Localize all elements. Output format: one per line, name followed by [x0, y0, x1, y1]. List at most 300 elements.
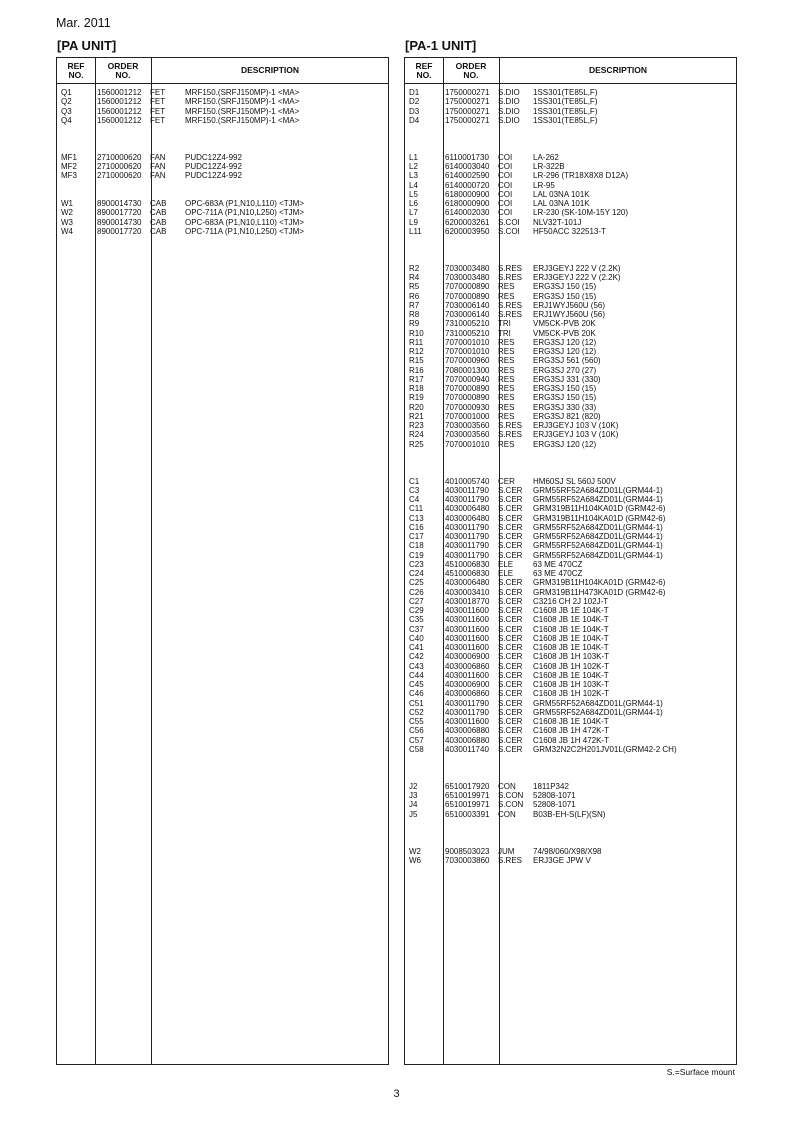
part-type-cell: COI	[498, 152, 513, 162]
order-no-cell: 7080001300	[445, 365, 490, 375]
table-row	[405, 736, 736, 745]
description-cell: C3216 CH 2J 102J-T	[533, 596, 609, 606]
table-row	[405, 615, 736, 624]
table-row	[57, 208, 388, 217]
date-label: Mar. 2011	[56, 16, 111, 30]
description-cell: C1608 JB 1E 104K-T	[533, 643, 609, 652]
table-row	[405, 301, 736, 310]
ref-no-cell: R15	[409, 356, 424, 366]
order-no-cell: 7070001010	[445, 347, 490, 356]
description-cell: OPC-711A (P1,N10,L250) <TJM>	[185, 226, 305, 236]
description-cell: LR-296 (TR18X8X8 D12A)	[533, 171, 629, 181]
order-no-cell: 6180000900	[445, 189, 490, 199]
order-no-cell: 8900017720	[97, 226, 142, 236]
part-type-cell: S.CER	[498, 735, 523, 745]
ref-no-cell: R7	[409, 300, 420, 310]
ref-no-cell: Q4	[61, 115, 72, 125]
order-no-cell: 1750000271	[445, 88, 490, 97]
order-no-cell: 7310005210	[445, 319, 490, 329]
description-cell: GRM55RF52A684ZD01L(GRM44-1)	[533, 707, 663, 717]
part-type-cell: RES	[498, 337, 515, 347]
table-row	[57, 162, 388, 171]
part-type-cell: S.CER	[498, 504, 523, 514]
table-row	[57, 199, 388, 208]
order-no-cell: 4030011600	[445, 624, 489, 634]
ref-no-cell: R2	[409, 263, 420, 273]
order-no-cell: 8900017720	[97, 208, 142, 218]
table-row	[405, 569, 736, 578]
description-cell: GRM319B11H473KA01D (GRM42-6)	[533, 587, 666, 597]
pa-1-unit-table	[404, 57, 737, 1065]
description-cell: ERJ3GEYJ 222 V (2.2K)	[533, 273, 621, 282]
ref-no-cell: C44	[409, 670, 424, 680]
part-type-cell: CER	[498, 476, 515, 486]
table-row	[405, 440, 736, 449]
order-no-cell: 8900014730	[97, 217, 142, 227]
table-row	[405, 726, 736, 735]
table-row	[405, 495, 736, 504]
description-cell: HF50ACC 322513-T	[533, 226, 606, 236]
part-type-cell: S.CON	[498, 791, 524, 800]
description-cell: GRM55RF52A684ZD01L(GRM44-1)	[533, 541, 663, 551]
part-type-cell: TRI	[498, 328, 511, 338]
ref-no-cell: MF1	[61, 152, 77, 162]
part-type-cell: FET	[150, 97, 166, 107]
table-row	[405, 551, 736, 560]
ref-no-cell: R16	[409, 365, 424, 375]
ref-no-cell: R18	[409, 384, 424, 393]
table-row	[405, 634, 736, 643]
description-cell: ERJ3GEYJ 222 V (2.2K)	[533, 263, 621, 273]
ref-no-cell: R24	[409, 430, 424, 440]
description-cell: GRM55RF52A684ZD01L(GRM44-1)	[533, 698, 663, 708]
ref-no-cell: Q2	[61, 97, 72, 107]
order-no-cell: 4030011790	[445, 532, 489, 541]
ref-no-cell: C57	[409, 735, 424, 745]
part-type-cell: S.RES	[498, 273, 523, 282]
order-no-cell: 6140000720	[445, 180, 490, 190]
description-cell: PUDC12Z4-992	[185, 162, 242, 171]
description-cell: HM60SJ SL 560J 500V	[533, 476, 616, 486]
ref-no-cell: C17	[409, 532, 424, 541]
description-cell: PUDC12Z4-992	[185, 171, 242, 181]
part-type-cell: S.CER	[498, 485, 523, 495]
ref-no-cell: R25	[409, 439, 424, 449]
ref-no-cell: W6	[409, 855, 421, 865]
ref-no-cell: C41	[409, 643, 424, 652]
table-row	[405, 477, 736, 486]
ref-no-cell: C55	[409, 717, 424, 726]
table-header	[405, 58, 736, 84]
order-no-cell: 4030006860	[445, 661, 490, 671]
ref-no-cell: J2	[409, 781, 418, 791]
table-row	[405, 218, 736, 227]
order-no-cell: 4030006880	[445, 735, 490, 745]
ref-no-cell: J3	[409, 791, 418, 800]
ref-no-cell: C1	[409, 476, 420, 486]
part-type-cell: S.RES	[498, 430, 523, 440]
part-type-cell: S.CER	[498, 541, 523, 551]
table-row	[405, 97, 736, 106]
description-cell: ERG3SJ 150 (15)	[533, 282, 597, 292]
order-no-cell: 1560001212	[97, 97, 142, 107]
part-type-cell: S.CER	[498, 680, 523, 689]
description-cell: ERG3SJ 150 (15)	[533, 393, 597, 403]
description-cell: 1SS301(TE85L,F)	[533, 88, 598, 97]
description-cell: PUDC12Z4-992	[185, 152, 242, 162]
ref-no-cell: C16	[409, 522, 424, 532]
ref-no-cell: C11	[409, 504, 424, 514]
description-cell: C1608 JB 1H 103K-T	[533, 652, 610, 662]
ref-no-cell: L9	[409, 217, 418, 227]
ref-no-cell: C23	[409, 559, 424, 569]
order-no-header: ORDER NO.	[107, 60, 139, 80]
order-no-cell: 6510003391	[445, 809, 490, 819]
part-type-cell: S.CER	[498, 717, 523, 726]
description-cell: LR-95	[533, 180, 555, 190]
table-row	[405, 662, 736, 671]
part-type-cell: S.CER	[498, 661, 523, 671]
table-row	[57, 227, 388, 236]
order-no-cell: 7070000930	[445, 402, 490, 412]
order-no-cell: 9008503023	[445, 846, 490, 856]
part-type-cell: S.RES	[498, 263, 523, 273]
part-type-cell: S.CER	[498, 615, 523, 625]
page-number: 3	[393, 1088, 400, 1100]
part-type-cell: RES	[498, 439, 515, 449]
table-row	[57, 218, 388, 227]
table-row	[405, 541, 736, 550]
part-type-cell: RES	[498, 365, 515, 375]
table-row	[405, 625, 736, 634]
description-cell: LAL 03NA 101K	[533, 189, 590, 199]
ref-no-cell: R5	[409, 282, 420, 292]
table-row	[57, 171, 388, 180]
description-cell: GRM55RF52A684ZD01L(GRM44-1)	[533, 550, 663, 560]
ref-no-cell: L5	[409, 189, 418, 199]
ref-no-cell: R17	[409, 374, 424, 384]
description-cell: 63 ME 470CZ	[533, 559, 583, 569]
table-row	[405, 264, 736, 273]
table-row	[405, 347, 736, 356]
order-no-cell: 4030006880	[445, 726, 490, 736]
table-row	[405, 643, 736, 652]
part-type-cell: S.CER	[498, 707, 523, 717]
ref-no-cell: R12	[409, 347, 424, 356]
table-row	[405, 699, 736, 708]
table-row	[405, 514, 736, 523]
description-cell: VM5CK-PVB 20K	[533, 319, 596, 329]
part-type-cell: S.CER	[498, 744, 523, 754]
table-row	[405, 597, 736, 606]
ref-no-cell: R6	[409, 291, 420, 301]
part-type-cell: S.COI	[498, 217, 520, 227]
description-cell: C1608 JB 1H 102K-T	[533, 661, 610, 671]
ref-no-cell: MF2	[61, 162, 77, 171]
surface-mount-note: S.=Surface mount	[666, 1067, 735, 1077]
table-row	[405, 190, 736, 199]
order-no-cell: 2710000620	[97, 152, 142, 162]
description-cell: 63 ME 470CZ	[533, 569, 583, 578]
order-no-cell: 7070001000	[445, 411, 490, 421]
table-header	[57, 58, 388, 84]
pa-unit-table	[56, 57, 389, 1065]
table-row	[405, 329, 736, 338]
ref-no-cell: C52	[409, 707, 424, 717]
table-row	[405, 116, 736, 125]
order-no-cell: 2710000620	[97, 171, 142, 181]
description-cell: C1608 JB 1H 103K-T	[533, 680, 610, 689]
ref-no-cell: L3	[409, 171, 418, 181]
part-type-cell: COI	[498, 189, 513, 199]
ref-no-cell: W2	[61, 208, 73, 218]
ref-no-cell: J5	[409, 809, 418, 819]
order-no-cell: 6510017920	[445, 781, 490, 791]
table-row	[405, 366, 736, 375]
description-cell: ERJ1WYJ560U (56)	[533, 310, 606, 319]
ref-no-cell: C4	[409, 495, 420, 504]
part-type-cell: S.DIO	[498, 97, 520, 107]
order-no-cell: 7030003480	[445, 273, 490, 282]
table-row	[405, 153, 736, 162]
description-cell: ERJ1WYJ560U (56)	[533, 300, 606, 310]
table-row	[405, 606, 736, 615]
ref-no-cell: C25	[409, 578, 424, 588]
table-row	[405, 745, 736, 754]
description-cell: C1608 JB 1H 102K-T	[533, 689, 610, 699]
ref-no-cell: W4	[61, 226, 73, 236]
ref-no-cell: D4	[409, 115, 420, 125]
description-cell: ERG3SJ 330 (33)	[533, 402, 597, 412]
part-type-cell: CAB	[150, 208, 167, 218]
part-type-cell: RES	[498, 402, 515, 412]
part-type-cell: S.RES	[498, 421, 523, 430]
order-no-cell: 4030011790	[445, 495, 489, 504]
part-type-cell: COI	[498, 171, 513, 181]
table-row	[405, 403, 736, 412]
ref-no-cell: C18	[409, 541, 424, 551]
order-no-cell: 8900014730	[97, 199, 142, 208]
order-no-cell: 4030011600	[445, 633, 489, 643]
ref-no-cell: C13	[409, 513, 424, 523]
ref-no-cell: D3	[409, 106, 420, 116]
table-row	[405, 810, 736, 819]
ref-no-cell: C26	[409, 587, 424, 597]
description-cell: ERG3SJ 821 (820)	[533, 411, 601, 421]
order-no-header: ORDER NO.	[455, 60, 487, 80]
part-type-cell: FET	[150, 88, 166, 97]
part-type-cell: COI	[498, 162, 513, 171]
ref-no-cell: L6	[409, 199, 418, 208]
part-type-cell: JUM	[498, 846, 515, 856]
ref-no-cell: D1	[409, 88, 420, 97]
ref-no-cell: C35	[409, 615, 424, 625]
description-cell: GRM55RF52A684ZD01L(GRM44-1)	[533, 522, 663, 532]
order-no-cell: 6200003261	[445, 217, 490, 227]
table-row	[405, 652, 736, 661]
part-type-cell: RES	[498, 291, 515, 301]
description-cell: 52808-1071	[533, 791, 576, 800]
table-row	[405, 421, 736, 430]
table-row	[405, 708, 736, 717]
order-no-cell: 6140002590	[445, 171, 490, 181]
order-no-cell: 4030018770	[445, 596, 490, 606]
description-cell: LR-322B	[533, 162, 565, 171]
table-row	[405, 689, 736, 698]
part-type-cell: S.CER	[498, 633, 523, 643]
ref-no-cell: C45	[409, 680, 424, 689]
description-cell: GRM319B11H104KA01D (GRM42-6)	[533, 513, 666, 523]
part-type-cell: S.CER	[498, 643, 523, 652]
order-no-cell: 4030011600	[445, 717, 489, 726]
table-row	[405, 181, 736, 190]
part-type-cell: FET	[150, 106, 166, 116]
order-no-cell: 4030011790	[445, 541, 489, 551]
table-row	[57, 97, 388, 106]
part-type-cell: RES	[498, 347, 515, 356]
table-row	[405, 523, 736, 532]
order-no-cell: 6510019971	[445, 800, 490, 810]
part-type-cell: RES	[498, 393, 515, 403]
table-row	[405, 273, 736, 282]
part-type-cell: S.RES	[498, 310, 523, 319]
description-header: DESCRIPTION	[588, 65, 648, 75]
part-type-cell: S.CER	[498, 624, 523, 634]
ref-no-cell: R23	[409, 421, 424, 430]
order-no-cell: 4030011790	[445, 550, 489, 560]
order-no-cell: 6110001730	[445, 152, 489, 162]
ref-no-cell: C43	[409, 661, 424, 671]
ref-no-cell: W3	[61, 217, 73, 227]
description-cell: GRM319B11H104KA01D (GRM42-6)	[533, 504, 666, 514]
ref-no-cell: Q1	[61, 88, 72, 97]
description-cell: GRM55RF52A684ZD01L(GRM44-1)	[533, 485, 663, 495]
description-cell: MRF150.(SRFJ150MP)-1 <MA>	[185, 106, 300, 116]
order-no-cell: 4030011600	[445, 606, 489, 615]
ref-no-cell: C51	[409, 698, 424, 708]
description-cell: OPC-711A (P1,N10,L250) <TJM>	[185, 208, 305, 218]
order-no-cell: 4510006830	[445, 569, 490, 578]
description-cell: ERG3SJ 120 (12)	[533, 347, 597, 356]
order-no-cell: 7030003480	[445, 263, 490, 273]
part-type-cell: ELE	[498, 559, 514, 569]
ref-no-cell: C58	[409, 744, 424, 754]
order-no-cell: 4030003410	[445, 587, 490, 597]
order-no-cell: 4030011600	[445, 643, 489, 652]
table-row	[405, 717, 736, 726]
table-row	[57, 116, 388, 125]
part-type-cell: COI	[498, 208, 513, 218]
ref-no-cell: Q3	[61, 106, 72, 116]
table-row	[405, 560, 736, 569]
part-type-cell: RES	[498, 411, 515, 421]
description-cell: ERG3SJ 331 (330)	[533, 374, 601, 384]
part-type-cell: S.DIO	[498, 106, 520, 116]
part-type-cell: TRI	[498, 319, 511, 329]
description-cell: ERJ3GE JPW V	[533, 855, 591, 865]
description-cell: C1608 JB 1E 104K-T	[533, 606, 609, 615]
order-no-cell: 4030011790	[445, 698, 489, 708]
part-type-cell: S.CER	[498, 522, 523, 532]
table-row	[405, 384, 736, 393]
part-type-cell: RES	[498, 282, 515, 292]
description-cell: LR-230 (SK-10M-15Y 120)	[533, 208, 629, 218]
description-cell: C1608 JB 1E 104K-T	[533, 670, 609, 680]
description-header: DESCRIPTION	[240, 65, 300, 75]
order-no-cell: 6510019971	[445, 791, 490, 800]
ref-no-cell: C3	[409, 485, 420, 495]
order-no-cell: 7030006140	[445, 310, 490, 319]
order-no-cell: 4030011740	[445, 744, 489, 754]
ref-no-cell: D2	[409, 97, 420, 107]
table-row	[405, 338, 736, 347]
part-type-cell: S.CER	[498, 652, 523, 662]
order-no-cell: 4030011790	[445, 707, 489, 717]
order-no-cell: 7070000960	[445, 356, 490, 366]
ref-no-cell: C40	[409, 633, 424, 643]
order-no-cell: 7030003560	[445, 430, 490, 440]
order-no-cell: 6140003040	[445, 162, 490, 171]
part-type-cell: CAB	[150, 217, 167, 227]
order-no-cell: 7070000890	[445, 393, 490, 403]
table-row	[57, 153, 388, 162]
part-type-cell: S.CON	[498, 800, 524, 810]
part-type-cell: S.CER	[498, 606, 523, 615]
description-cell: VM5CK-PVB 20K	[533, 328, 596, 338]
part-type-cell: S.RES	[498, 300, 523, 310]
description-cell: ERG3SJ 120 (12)	[533, 337, 597, 347]
ref-no-cell: L7	[409, 208, 418, 218]
ref-no-cell: R9	[409, 319, 420, 329]
description-cell: MRF150.(SRFJ150MP)-1 <MA>	[185, 88, 300, 97]
ref-no-cell: MF3	[61, 171, 77, 181]
description-cell: 1SS301(TE85L,F)	[533, 106, 598, 116]
part-type-cell: CON	[498, 809, 516, 819]
table-row	[405, 782, 736, 791]
description-cell: LA-262	[533, 152, 559, 162]
order-no-cell: 7070000890	[445, 384, 490, 393]
description-cell: 74/98/060/X98/X98	[533, 846, 602, 856]
table-row	[405, 199, 736, 208]
table-row	[405, 88, 736, 97]
ref-no-cell: W1	[61, 199, 73, 208]
table-row	[57, 88, 388, 97]
part-type-cell: CON	[498, 781, 516, 791]
table-row	[405, 486, 736, 495]
table-row	[405, 800, 736, 809]
order-no-cell: 7030003560	[445, 421, 490, 430]
part-type-cell: FAN	[150, 171, 166, 181]
table-row	[405, 856, 736, 865]
order-no-cell: 4030011600	[445, 615, 489, 625]
ref-no-cell: L4	[409, 180, 418, 190]
table-row	[405, 588, 736, 597]
order-no-cell: 7030003860	[445, 855, 490, 865]
table-row	[405, 162, 736, 171]
order-no-cell: 7310005210	[445, 328, 490, 338]
table-row	[405, 671, 736, 680]
description-cell: GRM55RF52A684ZD01L(GRM44-1)	[533, 532, 663, 541]
table-row	[405, 107, 736, 116]
description-cell: ERG3SJ 561 (560)	[533, 356, 601, 366]
ref-no-cell: W2	[409, 846, 421, 856]
description-cell: MRF150.(SRFJ150MP)-1 <MA>	[185, 115, 300, 125]
order-no-cell: 4030011600	[445, 670, 489, 680]
order-no-cell: 2710000620	[97, 162, 142, 171]
part-type-cell: RES	[498, 384, 515, 393]
part-type-cell: FAN	[150, 152, 166, 162]
order-no-cell: 4030006900	[445, 652, 490, 662]
